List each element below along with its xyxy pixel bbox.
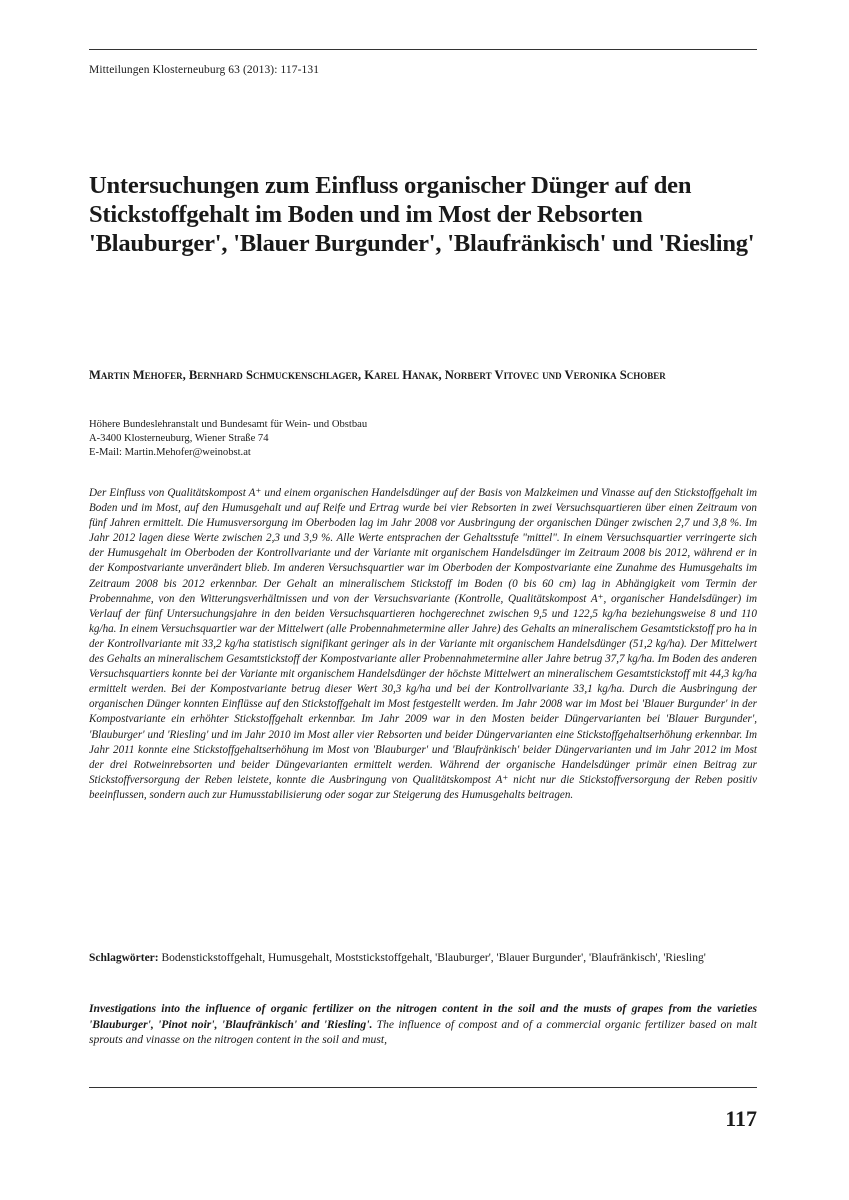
header-rule xyxy=(89,49,757,50)
article-title: Untersuchungen zum Einfluss organischer Dünger auf den Stickstoffgehalt im Boden und im Most der Rebsorten 'Blauburger', 'Blauer Burgunder', 'Blaufränkisch' und 'Riesling' xyxy=(89,172,755,257)
affiliation-email[interactable]: E-Mail: Martin.Mehofer@weinobst.at xyxy=(89,447,251,458)
english-abstract-text: The influence of compost and of a commercial organic fertilizer based on malt sprouts and vinasse on the nitrogen content in the soil and must, xyxy=(89,1017,757,1047)
affiliation-block xyxy=(89,418,757,460)
abstract-english xyxy=(89,1001,757,1048)
author-list: Martin Mehofer, Bernhard Schmuckenschlager, Karel Hanak, Norbert Vitovec und Veronika Schober xyxy=(89,368,666,382)
journal-reference: Mitteilungen Klosterneuburg 63 (2013): 117-131 xyxy=(89,64,320,76)
page-number: 117 xyxy=(725,1106,757,1131)
affiliation-address: A-3400 Klosterneuburg, Wiener Straße 74 xyxy=(89,433,269,444)
keywords-text: Bodenstickstoffgehalt, Humusgehalt, Moststickstoffgehalt, 'Blauburger', 'Blauer Burgunder', 'Blaufränkisch', 'Riesling' xyxy=(161,952,706,964)
affiliation-institution: Höhere Bundeslehranstalt und Bundesamt für Wein- und Obstbau xyxy=(89,419,368,430)
footer-rule xyxy=(89,1087,757,1088)
keywords xyxy=(89,951,757,967)
english-title: Investigations into the influence of organic fertilizer on the nitrogen content in the soil and the musts of grapes from the varieties 'Blauburger', 'Pinot noir', 'Blaufränkisch' and 'Riesling'. xyxy=(89,1002,757,1031)
abstract-german: Der Einfluss von Qualitätskompost A⁺ und einem organischen Handelsdünger auf der Basis von Malzkeimen und Vinasse auf den Stickstoffgehalt im Boden und im Most, auf den Humusgehalt und auf Reife und Ertrag wurde bei vier Rebsorten in zwei Versuchsquartieren über einen Zeitraum von fünf Jahren ermittelt. Die Humusversorgung im Oberboden lag im Jahr 2008 vor Ausbringung der organischen Dünger zwischen 2,7 und 3,8 %. Im Jahr 2012 lagen diese Werte zwischen 2,3 und 3,9 %. Alle Werte entsprachen der Gehaltsstufe "mittel". In einem Versuchsquartier verringerte sich der Humusgehalt im Oberboden der Kontrollvariante und der Variante mit organischem Handelsdünger im Zeitraum 2008 bis 2012, während er in der Kompostvariante unverändert blieb. Im anderen Versuchsquartier war im Oberboden der Kompostvariante eine Zunahme des Humusgehalts im Zeitraum 2008 bis 2012 erkennbar. Der Gehalt an mineralischem Stickstoff im Boden (0 bis 60 cm) lag in Abhängigkeit vom Termin der Probennahme, von den Witterungsverhältnissen und von der Versuchsvariante (Kontrolle, Qualitätskompost A⁺, organischer Handelsdünger) im Verlauf der fünf Untersuchungsjahre in den beiden Versuchsquartieren hochgerechnet zwischen 9,5 und 122,5 kg/ha beziehungsweise 8 und 110 kg/ha. In einem Versuchsquartier war der Mittelwert (alle Probennahmetermine aller Jahre) des Gehalts an mineralischem Gesamtstickstoff pro ha in der Kontrollvariante mit 33,2 kg/ha statistisch signifikant geringer als in der Variante mit organischem Handelsdünger (51,2 kg/ha). Der Mittelwert des Gehalts an mineralischem Gesamtstickstoff der Kompostvariante aller Probennahmetermine aller Jahre betrug 37,7 kg/ha. Im Boden des anderen Versuchsquartiers konnte bei der Variante mit organischem Handelsdünger der höchste Mittelwert an mineralischem Gesamtstickstoff mit 44,3 kg/ha ermittelt werden. Bei der Kompostvariante betrug dieser Wert 30,3 kg/ha und bei der Kontrollvariante 33,1 kg/ha. Durch die Ausbringung der organischen Dünger konnten Einflüsse auf den Stickstoffgehalt im Most festgestellt werden. Im Jahr 2008 war im Most bei 'Blauer Burgunder' in der Kompostvariante ein erhöhter Stickstoffgehalt erkennbar. Im Jahr 2009 war in den Mosten beider Düngervarianten bei 'Blauer Burgunder', 'Blauburger' und 'Riesling' und im Jahr 2010 im Most aller vier Rebsorten und beider Düngervarianten eine Stickstoffgehaltserhöhung erkennbar. Im Jahr 2011 konnte eine Stickstoffgehaltserhöhung im Most von 'Blauburger' und 'Blaufränkisch' beider Düngervarianten und im Jahr 2012 im Most der drei Rotweinrebsorten und beider Düngevarianten ermittelt werden. Während der organische Handelsdünger primär einen Beitrag zur Stickstoffversorgung der Reben leistete, konnte die Ausbringung von Qualitätskompost A⁺ nicht nur die Stickstoffversorgung der Reben positiv beeinflussen, sondern auch zur Humusstabilisierung oder sogar zur Steigerung des Humusgehalts beitragen. xyxy=(89,487,757,801)
keywords-label: Schlagwörter: xyxy=(89,952,159,964)
